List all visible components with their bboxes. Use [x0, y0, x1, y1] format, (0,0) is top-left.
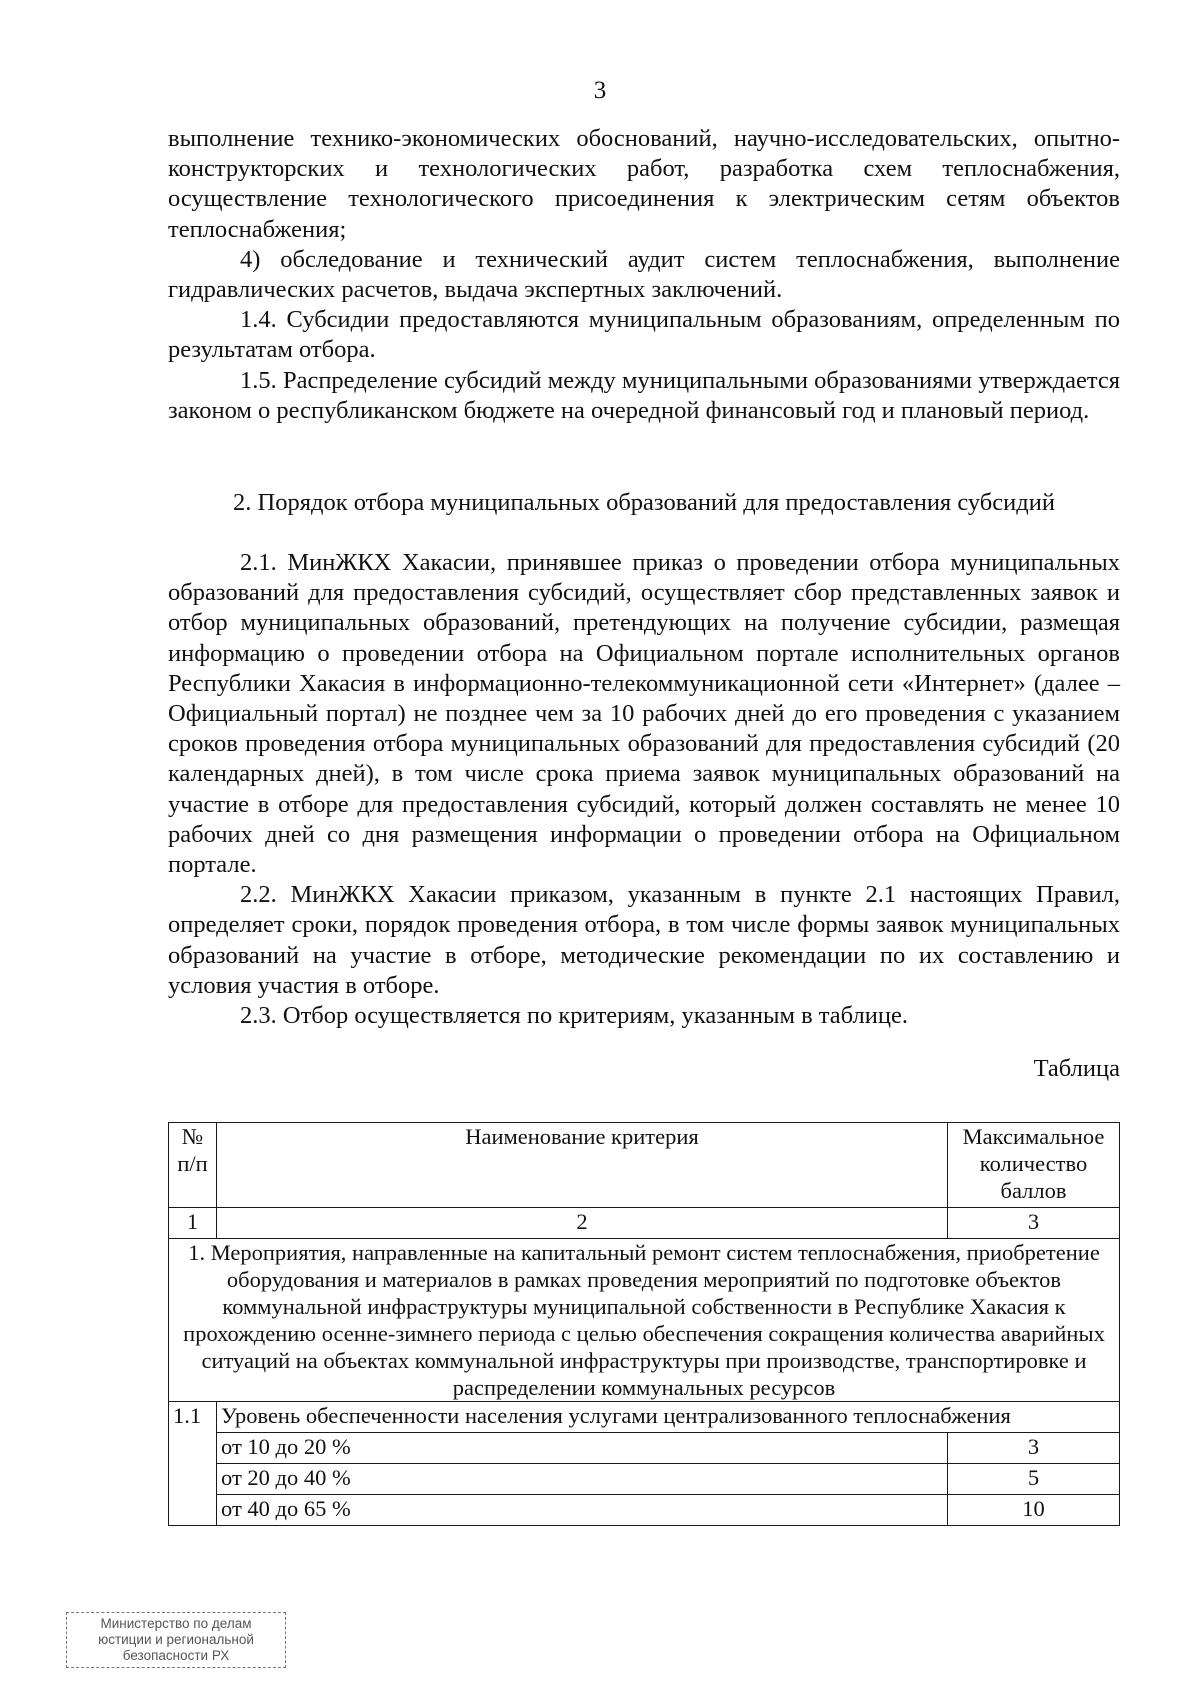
- table-row: [169, 1433, 1120, 1464]
- criterion-name: Уровень обеспеченности населения услугами централизованного теплоснабжения: [217, 1402, 1120, 1433]
- intro-text: [168, 124, 1120, 426]
- range-score: 10: [948, 1495, 1120, 1526]
- header-num: № п/п: [169, 1123, 217, 1208]
- header-criterion-name: Наименование критерия: [217, 1123, 948, 1208]
- paragraph-2-1: 2.1. МинЖКХ Хакасии, принявшее приказ о проведении отбора муниципальных образований для предоставления субсидий, осуществляет сбор представленных заявок и отбор муниципальных образований, претендующих на получение субсидии, размещая информацию о проведении отбора на Официальном портале исполнительных органов Республики Хакасия в информационно-телекоммуникационной сети «Интернет» (далее – Официальный портал) не позднее чем за 10 рабочих дней до его проведения с указанием сроков проведения отбора муниципальных образований для предоставления субсидий (20 календарных дней), в том числе срока приема заявок муниципальных образований на участие в отборе для предоставления субсидий, который должен составлять не менее 10 рабочих дней со дня размещения информации о проведении отбора на Официальном портале.: [168, 549, 1120, 879]
- table-row: [169, 1495, 1120, 1526]
- table-caption: Таблица: [1033, 1055, 1120, 1082]
- header-max-score: Максимальное количество баллов: [948, 1123, 1120, 1208]
- table-header-row: [169, 1123, 1120, 1208]
- paragraph-2-2: 2.2. МинЖКХ Хакасии приказом, указанным в пункте 2.1 настоящих Правил, определяет сроки, порядок проведения отбора, в том числе формы заявок муниципальных образований на участие в отборе, методические рекомендации по их составлению и условия участия в отборе.: [168, 881, 1120, 999]
- range-label: от 10 до 20 %: [217, 1433, 948, 1464]
- criteria-table: [168, 1122, 1120, 1526]
- criterion-num: 1.1: [169, 1402, 217, 1526]
- column-number-row: [169, 1208, 1120, 1239]
- stamp-line: Министерство по делам: [100, 1616, 252, 1631]
- range-score: 3: [948, 1433, 1120, 1464]
- paragraph-item-4: 4) обследование и технический аудит систем теплоснабжения, выполнение гидравлических расчетов, выдача экспертных заключений.: [168, 245, 1120, 304]
- stamp-line: юстиции и региональной: [98, 1632, 254, 1647]
- paragraph-continuation: выполнение технико-экономических обоснований, научно-исследовательских, опытно-конструкторских и технологических работ, разработка схем теплоснабжения, осуществление технологического присоединения к электрическим сетям объектов теплоснабжения;: [168, 125, 1120, 243]
- column-number: 3: [948, 1208, 1120, 1239]
- paragraph-1-5: 1.5. Распределение субсидий между муниципальными образованиями утверждается законом о республиканском бюджете на очередной финансовый год и плановый период.: [168, 366, 1120, 424]
- group-1-title: 1. Мероприятия, направленные на капитальный ремонт систем теплоснабжения, приобретение оборудования и материалов в рамках проведения мероприятий по подготовке объектов коммунальной инфраструктуры муниципальной собственности в Республике Хакасия к прохождению осенне-зимнего периода с целью обеспечения сокращения количества аварийных ситуаций на объектах коммунальной инфраструктуры при производстве, транспортировке и распределении коммунальных ресурсов: [169, 1239, 1120, 1402]
- section-2-text: [168, 548, 1120, 1031]
- range-score: 5: [948, 1464, 1120, 1495]
- table-row: [169, 1464, 1120, 1495]
- stamp-line: безопасности РХ: [122, 1648, 230, 1663]
- page-number: 3: [593, 77, 607, 104]
- section-2-title: 2. Порядок отбора муниципальных образований для предоставления субсидий: [233, 489, 1055, 516]
- paragraph-2-3: 2.3. Отбор осуществляется по критериям, указанным в таблице.: [240, 1002, 908, 1030]
- column-number: 2: [217, 1208, 948, 1239]
- paragraph-1-4: 1.4. Субсидии предоставляются муниципальным образованиям, определенным по результатам отбора.: [168, 306, 1120, 364]
- range-label: от 40 до 65 %: [217, 1495, 948, 1526]
- table-row: [169, 1402, 1120, 1433]
- group-row: [169, 1239, 1120, 1402]
- ministry-stamp: [66, 1612, 286, 1668]
- range-label: от 20 до 40 %: [217, 1464, 948, 1495]
- column-number: 1: [169, 1208, 217, 1239]
